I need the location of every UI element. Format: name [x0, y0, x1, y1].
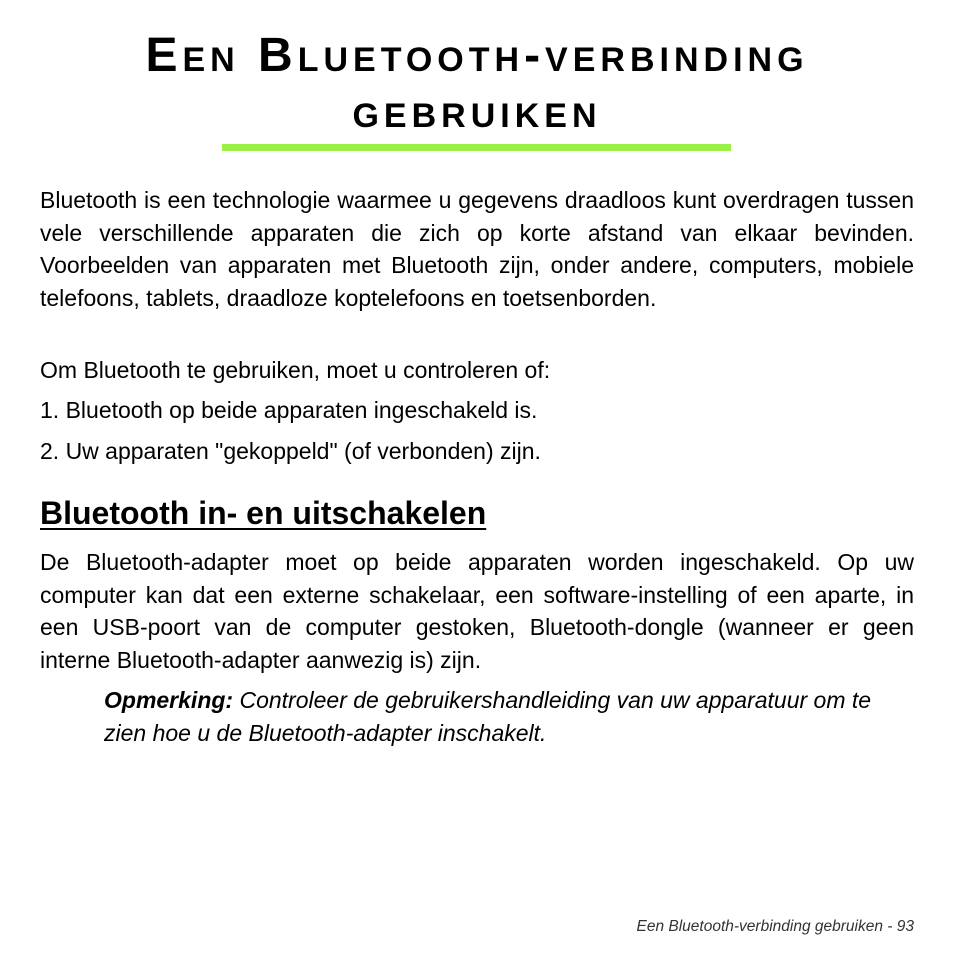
footer-page-number: 93	[896, 918, 914, 935]
note-label: Opmerking:	[104, 687, 234, 713]
check-intro-text: Om Bluetooth te gebruiken, moet u controleren of:	[40, 357, 551, 383]
title-underline-rule	[222, 144, 731, 151]
page-footer	[637, 918, 914, 936]
section-heading: Bluetooth in- en uitschakelen	[40, 495, 487, 531]
check-list-item: 2. Uw apparaten "gekoppeld" (of verbonden) zijn.	[40, 438, 541, 464]
check-list-item: 1. Bluetooth op beide apparaten ingeschakeld is.	[40, 397, 538, 423]
page-title: Een Bluetooth-verbinding gebruiken	[145, 29, 809, 138]
footer-running-title: Een Bluetooth-verbinding gebruiken -	[636, 918, 897, 935]
intro-paragraph: Bluetooth is een technologie waarmee u gegevens draadloos kunt overdragen tussen vele verschillende apparaten die zich op korte afstand van elkaar bevinden. Voorbeelden van apparaten met Bluetooth zijn, onder andere, computers, mobiele telefoons, tablets, draadloze koptelefoons en toetsenborden.	[40, 187, 914, 311]
note-block	[104, 684, 916, 749]
note-text: Controleer de gebruikershandleiding van uw apparatuur om te zien hoe u de Bluetooth-adapter inschakelt.	[104, 687, 872, 746]
section-paragraph: De Bluetooth-adapter moet op beide apparaten worden ingeschakeld. Op uw computer kan dat een externe schakelaar, een software-instelling of een aparte, in een USB-poort van de computer gestoken, Bluetooth-dongle (wanneer er geen interne Bluetooth-adapter aanwezig is) zijn.	[40, 549, 914, 673]
